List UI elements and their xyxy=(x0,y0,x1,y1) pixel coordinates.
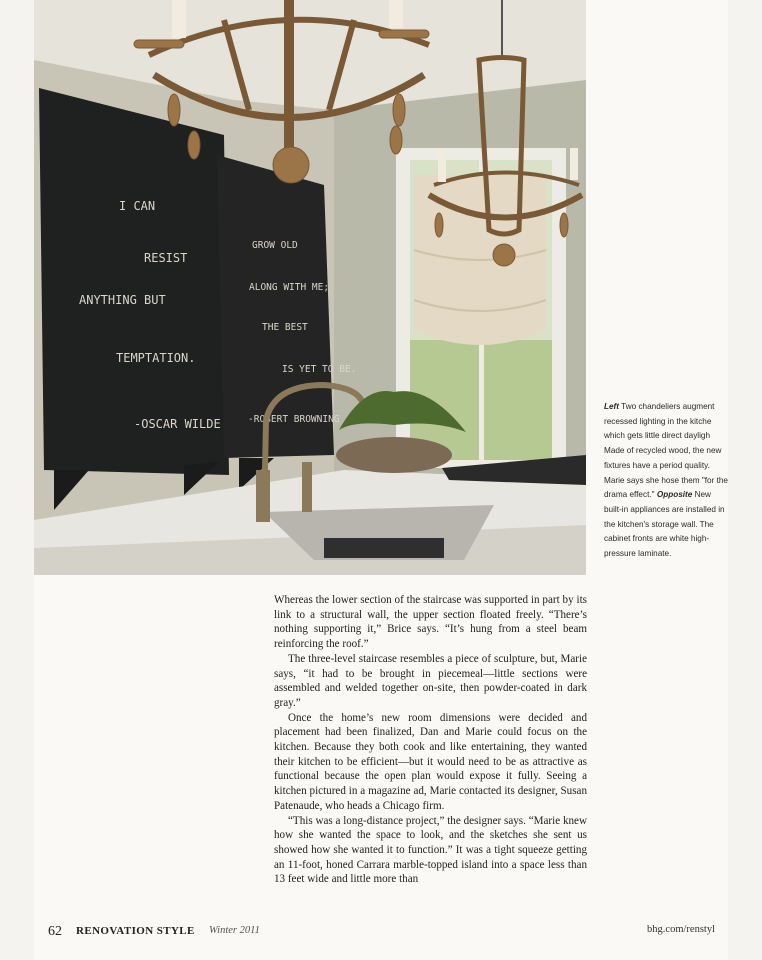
sign-right-line-2: ALONG WITH ME; xyxy=(249,282,330,293)
kitchen-illustration xyxy=(34,0,586,575)
sign-left-line-3: ANYTHING BUT xyxy=(79,293,166,307)
sign-right-line-1: GROW OLD xyxy=(252,240,298,251)
kitchen-photo xyxy=(34,0,586,575)
sign-left-line-1: I CAN xyxy=(119,199,156,213)
article-paragraph: The three-level staircase resembles a piece of sculpture, but, Marie says, “it had to be brought in piecemeal—little sections were assembled and welded together on-site, then powder-coated in dark gray.” xyxy=(274,652,587,709)
sign-left-line-5: -OSCAR WILDE xyxy=(134,417,221,431)
sign-right-line-4: IS YET TO BE. xyxy=(282,364,357,375)
caption-left-text: Two chandeliers augment recessed lighting in the kitche which gets little direct dayligh Made of recycled wood, the new fixtures have a period quality. Marie says she hose them "for the drama effect." xyxy=(604,402,728,500)
article-paragraph: Once the home’s new room dimensions were decided and placement had been finalized, Dan and Marie could focus on the kitchen. Because they both cook and like entertaining, they wanted their kitchen to be efficient—but it would need to be as attractive as functional because the open plan would expose it fully. Seeing a kitchen pictured in a magazine ad, Marie contacted its designer, Susan Patenaude, who heads a Chicago firm. xyxy=(274,711,587,812)
sign-right-line-3: THE BEST xyxy=(262,322,308,333)
sign-right-line-5: -ROBERT BROWNING xyxy=(248,414,340,425)
caption-left-label: Left xyxy=(604,402,620,411)
issue-date: Winter 2011 xyxy=(209,925,260,936)
article-paragraph: Whereas the lower section of the staircase was supported in part by its link to a structural wall, the upper section floated freely. “There’s nothing supporting it,” Brice says. “It’s hung from a steel beam reinforcing the roof.” xyxy=(274,594,587,651)
photo-caption xyxy=(604,400,728,562)
caption-opposite-text: New built-in appliances are installed in the kitchen's storage wall. The cabinet fronts are white high-pressure laminate. xyxy=(604,490,725,559)
article-body xyxy=(274,593,587,887)
sign-left-line-2: RESIST xyxy=(144,251,188,265)
page-number: 62 xyxy=(48,924,62,939)
caption-opposite-label: Opposite xyxy=(656,490,693,500)
section-name: RENOVATION STYLE xyxy=(76,925,195,937)
sign-left-line-4: TEMPTATION. xyxy=(116,351,196,365)
article-paragraph: “This was a long-distance project,” the designer says. “Marie knew how she wanted the space to look, and the sketches she sent us showed how she wanted it to function.” It was a tight squeeze getting an 11-foot, honed Carrara marble-topped island into a space less than 13 feet wide and little more than xyxy=(274,814,587,886)
website-url: bhg.com/renstyl xyxy=(647,924,715,935)
